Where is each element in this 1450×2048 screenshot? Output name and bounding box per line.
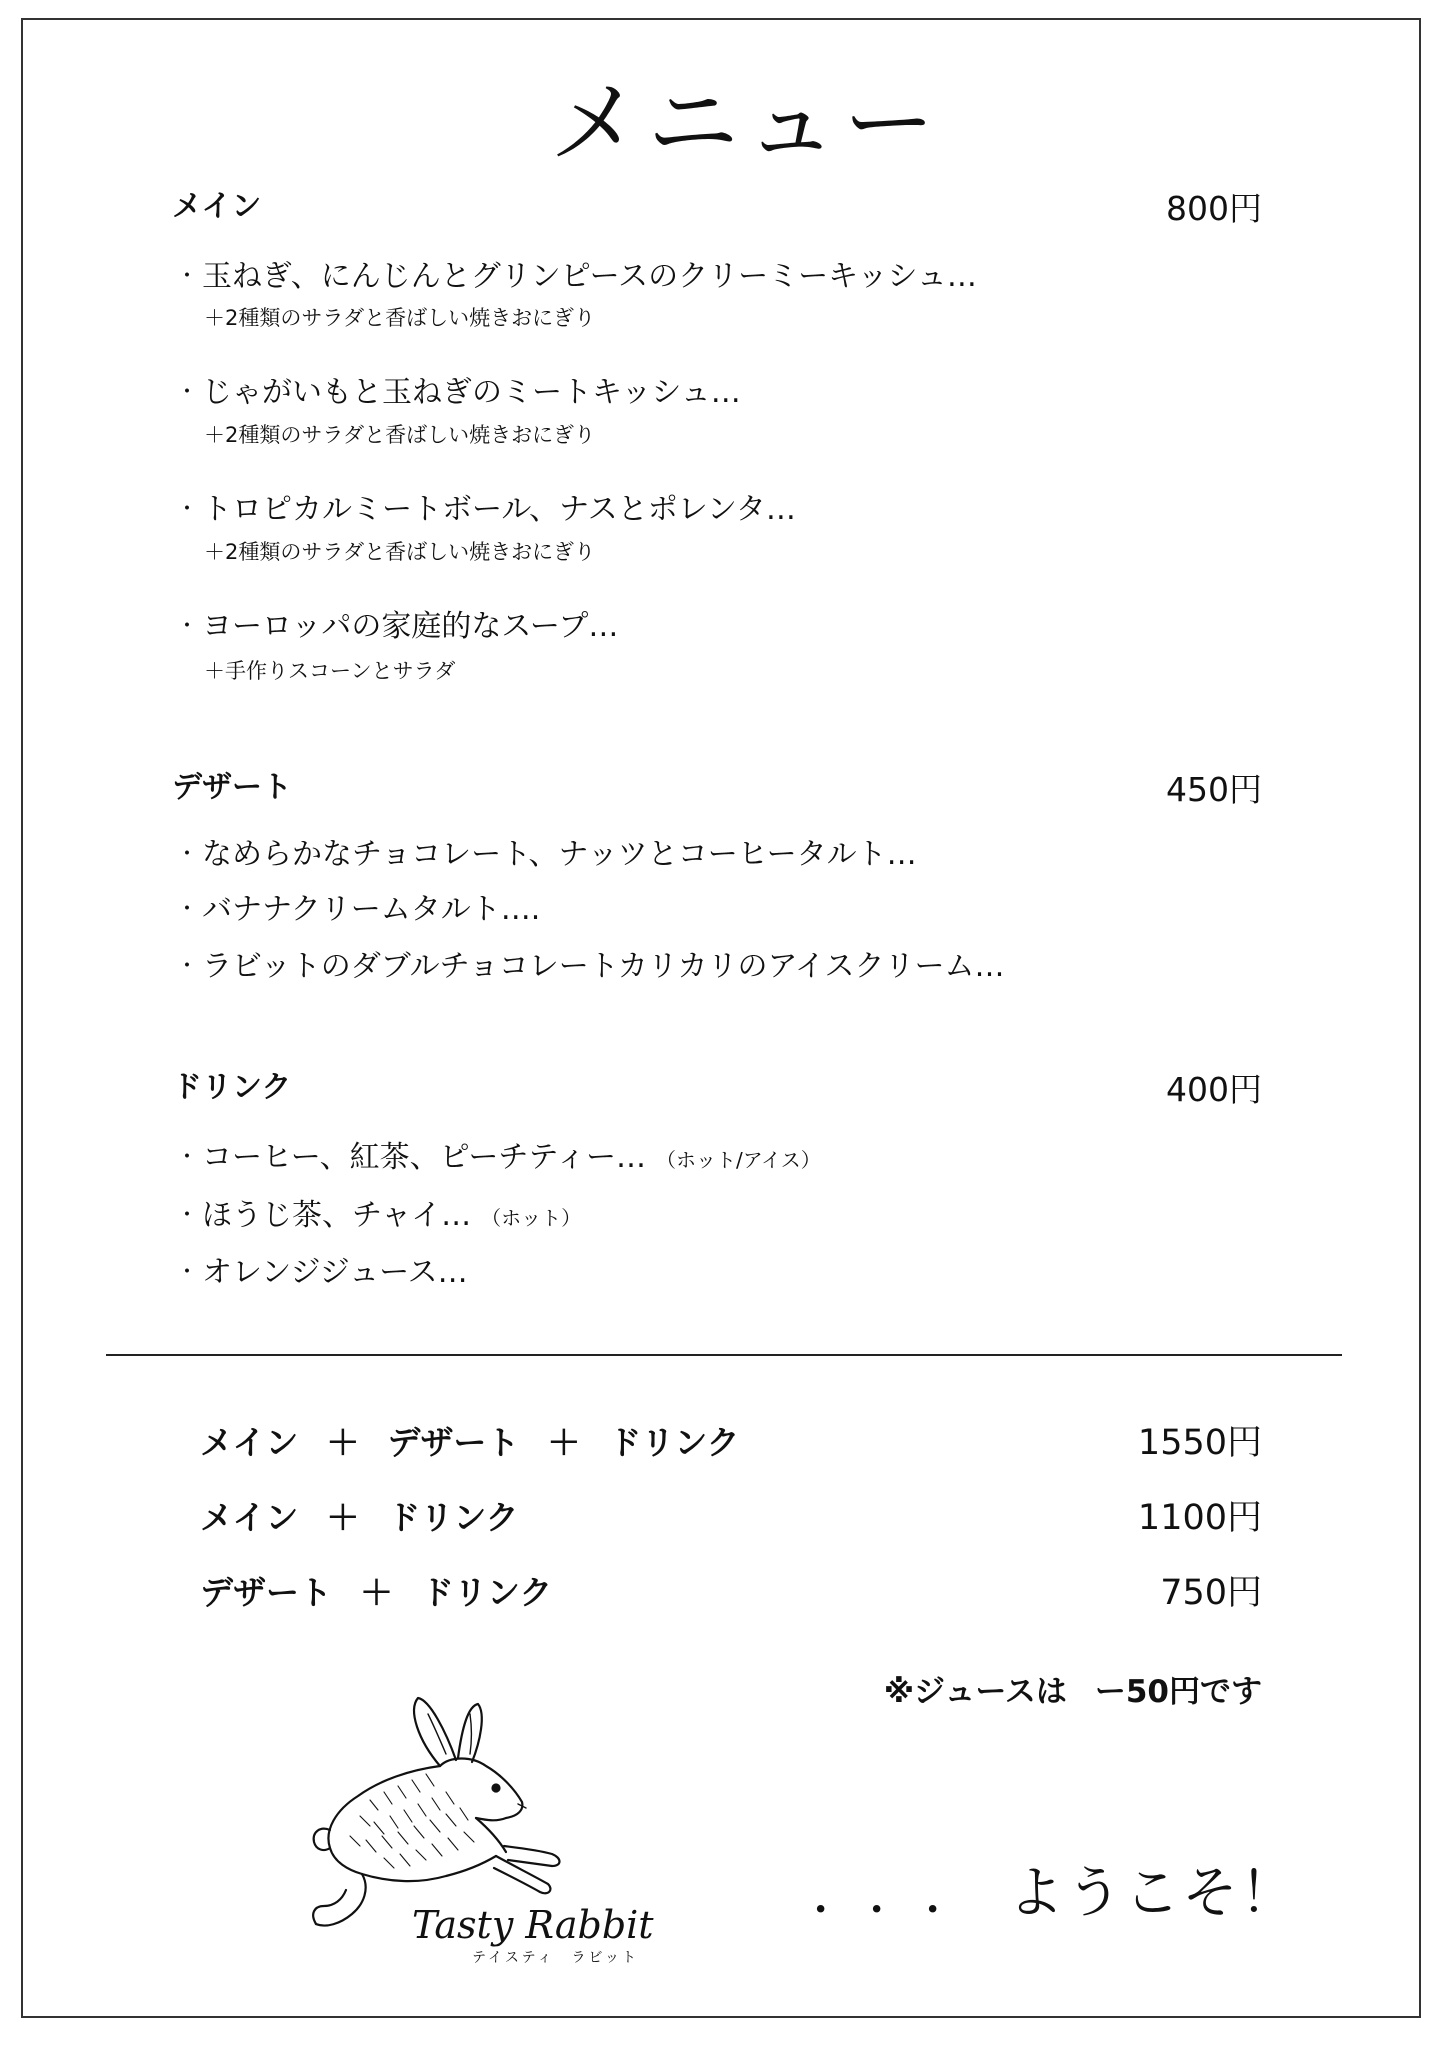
drink-item-2 bbox=[176, 1198, 582, 1233]
dessert-heading: デザート bbox=[172, 770, 292, 805]
main-item-3 bbox=[176, 492, 796, 527]
dessert-item-3 bbox=[176, 949, 1005, 984]
rabbit-logo bbox=[300, 1670, 700, 1970]
bullet: ・ bbox=[176, 497, 199, 522]
drink-item-1 bbox=[176, 1140, 821, 1175]
drink-item-2-name: ほうじ茶、チャイ… bbox=[202, 1198, 472, 1233]
bullet: ・ bbox=[176, 380, 199, 405]
welcome-text: ようこそ！ bbox=[1008, 1861, 1298, 1926]
bullet: ・ bbox=[176, 897, 199, 922]
bullet: ・ bbox=[176, 1260, 199, 1285]
welcome-message bbox=[812, 1861, 1298, 1926]
drink-item-3-name: オレンジジュース… bbox=[202, 1255, 468, 1290]
juice-note-amount: ー50円です bbox=[1094, 1674, 1262, 1710]
dessert-item-1 bbox=[176, 837, 917, 872]
set-3-part-1: デザート bbox=[200, 1573, 332, 1612]
set-3 bbox=[200, 1573, 553, 1612]
plus-sign: ＋ bbox=[360, 1573, 393, 1612]
main-item-4-sub: ＋手作りスコーンとサラダ bbox=[204, 659, 456, 683]
dessert-price: 450円 bbox=[1166, 770, 1262, 809]
set-2-price: 1100円 bbox=[1137, 1498, 1262, 1538]
juice-note-text: ※ジュースは bbox=[883, 1674, 1067, 1710]
main-heading: メイン bbox=[172, 189, 262, 224]
welcome-dots: ．．． bbox=[812, 1861, 1008, 1926]
dessert-item-3-name: ラビットのダブルチョコレートカリカリのアイスクリーム… bbox=[202, 949, 1005, 984]
main-item-1-sub: ＋2種類のサラダと香ばしい焼きおにぎり bbox=[204, 306, 596, 330]
plus-sign: ＋ bbox=[326, 1423, 360, 1462]
drink-item-1-name: コーヒー、紅茶、ピーチティー… bbox=[202, 1140, 646, 1175]
set-2 bbox=[200, 1498, 519, 1537]
drink-item-1-note: （ホット/アイス） bbox=[656, 1148, 821, 1172]
page-title: メニュー bbox=[548, 70, 941, 177]
set-3-part-2: ドリンク bbox=[421, 1573, 553, 1612]
drink-price: 400円 bbox=[1166, 1070, 1262, 1109]
set-1-price: 1550円 bbox=[1137, 1423, 1262, 1463]
main-item-4-name: ヨーロッパの家庭的なスープ… bbox=[202, 609, 619, 644]
main-item-2-sub: ＋2種類のサラダと香ばしい焼きおにぎり bbox=[204, 423, 596, 447]
main-price: 800円 bbox=[1166, 189, 1262, 228]
dessert-item-2-name: バナナクリームタルト…. bbox=[202, 892, 541, 927]
main-item-3-sub: ＋2種類のサラダと香ばしい焼きおにぎり bbox=[204, 540, 596, 564]
dessert-item-2 bbox=[176, 892, 541, 927]
set-1-part-2: デザート bbox=[387, 1423, 520, 1462]
set-1-part-1: メイン bbox=[200, 1423, 299, 1462]
plus-sign: ＋ bbox=[547, 1423, 581, 1462]
bullet: ・ bbox=[176, 1145, 199, 1170]
main-item-3-name: トロピカルミートボール、ナスとポレンタ… bbox=[202, 492, 796, 527]
bullet: ・ bbox=[176, 954, 199, 979]
set-2-part-1: メイン bbox=[200, 1498, 299, 1537]
set-2-part-2: ドリンク bbox=[387, 1498, 519, 1537]
dessert-item-1-name: なめらかなチョコレート、ナッツとコーヒータルト… bbox=[202, 837, 917, 872]
bullet: ・ bbox=[176, 614, 199, 639]
main-item-1-name: 玉ねぎ、にんじんとグリンピースのクリーミーキッシュ… bbox=[202, 259, 977, 294]
logo-name: Tasty Rabbit bbox=[412, 1903, 654, 1947]
plus-sign: ＋ bbox=[326, 1498, 360, 1537]
drink-item-3 bbox=[176, 1255, 468, 1290]
logo-kana: テイスティ ラビット bbox=[472, 1950, 639, 1966]
main-item-4 bbox=[176, 609, 619, 644]
divider bbox=[106, 1354, 1342, 1356]
main-item-2-name: じゃがいもと玉ねぎのミートキッシュ… bbox=[202, 375, 741, 410]
bullet: ・ bbox=[176, 1203, 199, 1228]
juice-note bbox=[883, 1674, 1262, 1710]
set-1-part-3: ドリンク bbox=[608, 1423, 740, 1462]
bullet: ・ bbox=[176, 264, 199, 289]
main-item-1 bbox=[176, 259, 977, 294]
main-item-2 bbox=[176, 375, 741, 410]
set-3-price: 750円 bbox=[1160, 1573, 1262, 1613]
drink-heading: ドリンク bbox=[172, 1070, 292, 1105]
bullet: ・ bbox=[176, 842, 199, 867]
rabbit-icon bbox=[313, 1698, 559, 1926]
set-1 bbox=[200, 1423, 740, 1462]
drink-item-2-note: （ホット） bbox=[481, 1206, 582, 1230]
